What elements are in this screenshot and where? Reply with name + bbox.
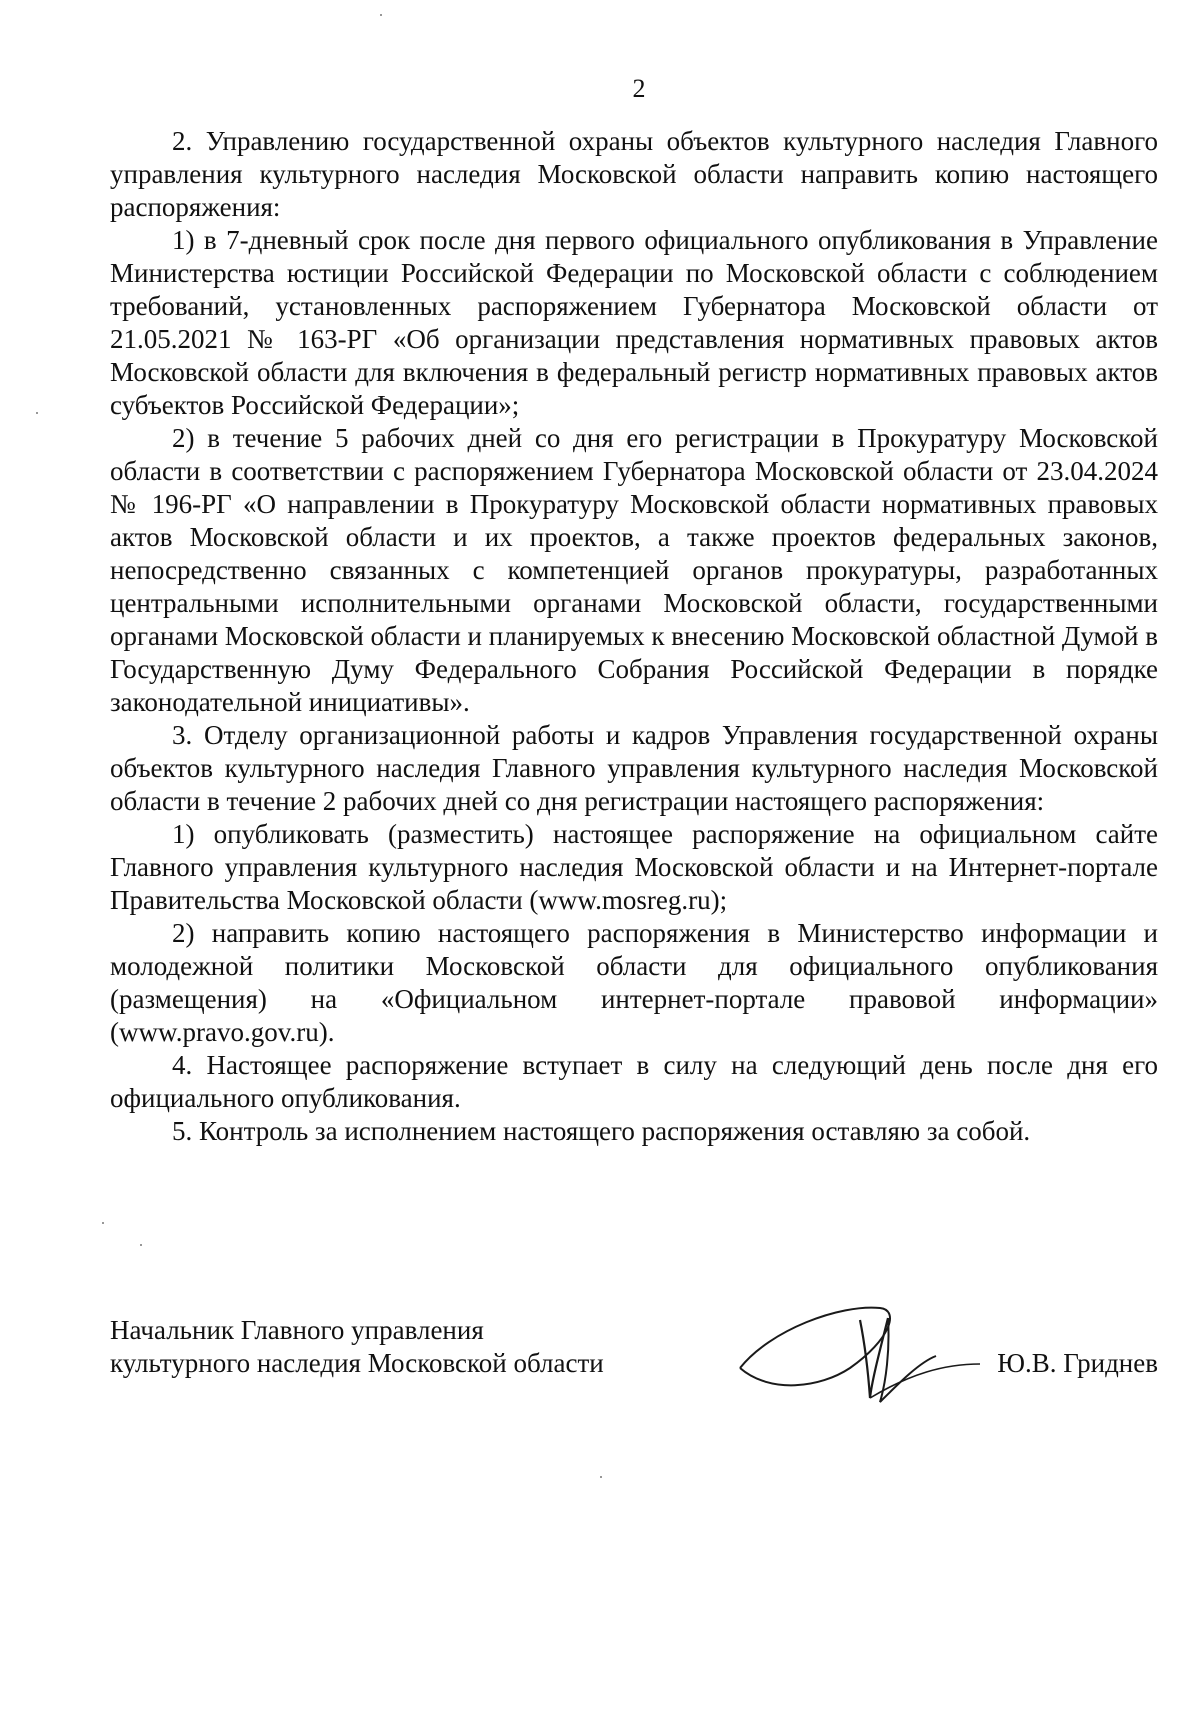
paragraph-2: 2. Управлению государственной охраны объектов культурного наследия Главного управления культурного наследия Московской области направить копию настоящего распоряжения: bbox=[110, 126, 1158, 222]
paragraph-3: 3. Отделу организационной работы и кадров Управления государственной охраны объектов культурного наследия Главного управления культурного наследия Московской области в течение 2 рабочих дней со дня регистрации настоящего распоряжения: bbox=[110, 720, 1158, 816]
paragraph-5: 5. Контроль за исполнением настоящего распоряжения оставляю за собой. bbox=[172, 1116, 1031, 1146]
scan-speck bbox=[36, 412, 38, 414]
page-number: 2 bbox=[632, 74, 646, 103]
signature-block bbox=[110, 1314, 1158, 1394]
paragraph-3-item-2: 2) направить копию настоящего распоряжения в Министерство информации и молодежной политики Московской области для официального опубликования (размещения) на «Официальном интернет-портале правовой информации» (www.pravo.gov.ru). bbox=[110, 918, 1158, 1047]
signatory-position bbox=[110, 1314, 604, 1380]
scan-speck bbox=[102, 1222, 104, 1224]
document-body bbox=[110, 125, 1158, 1148]
paragraph-4: 4. Настоящее распоряжение вступает в силу на следующий день после дня его официального опубликования. bbox=[110, 1050, 1158, 1113]
paragraph-3-item-1: 1) опубликовать (разместить) настоящее распоряжение на официальном сайте Главного управления культурного наследия Московской области и на Интернет-портале Правительства Московской области (www.mosreg.ru); bbox=[110, 819, 1158, 915]
signatory-position-line-2: культурного наследия Московской области bbox=[110, 1348, 604, 1378]
paragraph-2-item-2: 2) в течение 5 рабочих дней со дня его регистрации в Прокуратуру Московской области в соответствии с распоряжением Губернатора Московской области от 23.04.2024 № 196-РГ «О направлении в Прокуратуру Московской области нормативных правовых актов Московской области и их проектов, а также проектов федеральных законов, непосредственно связанных с компетенцией органов прокуратуры, разработанных центральными исполнительными органами Московской области, государственными органами Московской области и планируемых к внесению Московской областной Думой в Государственную Думу Федерального Собрания Российской Федерации в порядке законодательной инициативы». bbox=[110, 423, 1158, 717]
signatory-name: Ю.В. Гриднев bbox=[997, 1348, 1158, 1378]
handwritten-signature bbox=[730, 1290, 990, 1410]
scan-speck bbox=[140, 1244, 142, 1246]
paragraph-2-item-1: 1) в 7-дневный срок после дня первого официального опубликования в Управление Министерства юстиции Российской Федерации по Московской области с соблюдением требований, установленных распоряжением Губернатора Московской области от 21.05.2021 № 163-РГ «Об организации представления нормативных правовых актов Московской области для включения в федеральный регистр нормативных правовых актов субъектов Российской Федерации»; bbox=[110, 225, 1158, 420]
scan-speck bbox=[600, 1476, 602, 1478]
signatory-position-line-1: Начальник Главного управления bbox=[110, 1315, 484, 1345]
scan-speck bbox=[380, 14, 382, 16]
